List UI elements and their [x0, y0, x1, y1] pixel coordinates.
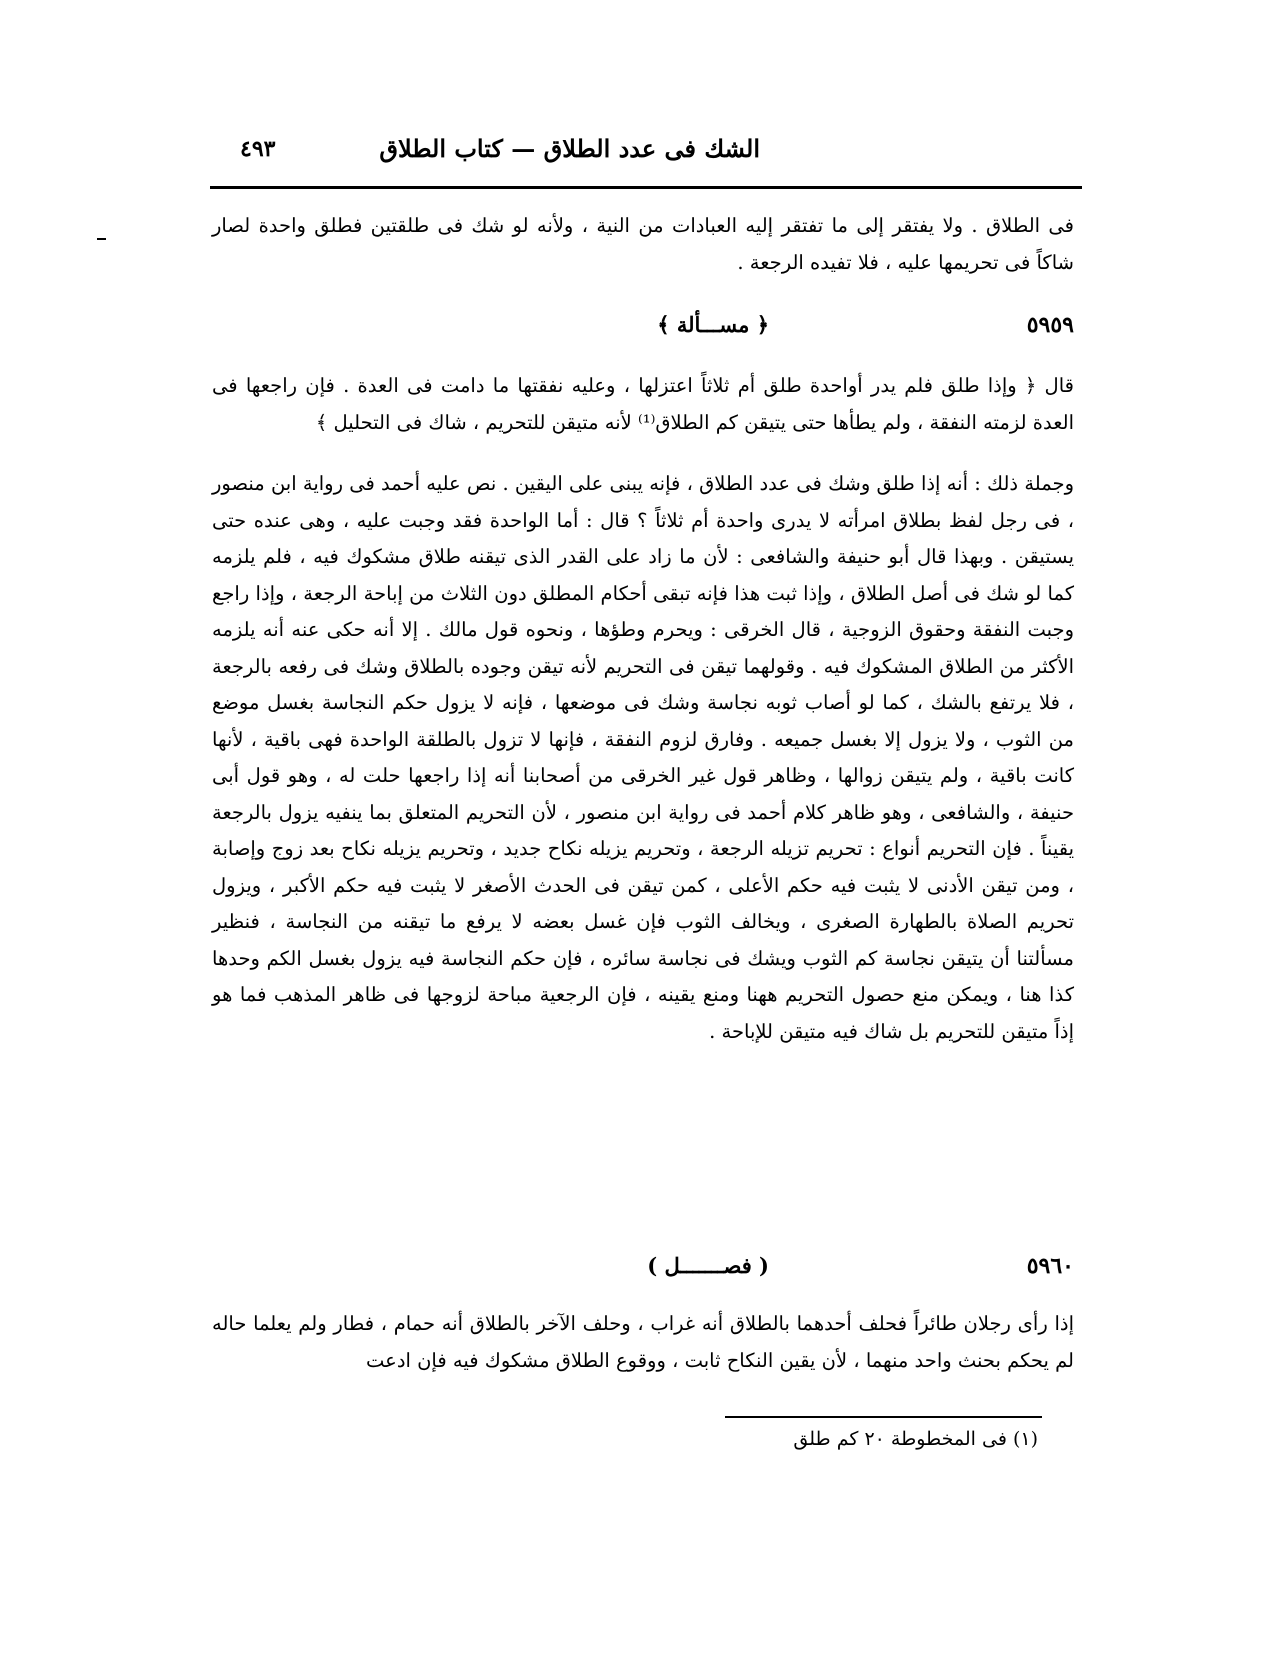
page-number: ٤٩٣ [240, 136, 276, 162]
running-title: الشك فى عدد الطلاق — كتاب الطلاق [379, 134, 760, 163]
issue-label: ﴿ مســـألة ﴾ [657, 312, 769, 337]
khiraqi-text: قال ﴿ وإذا طلق فلم يدر أواحدة طلق أم ثلاثاً اعتزلها ، وعليه نفقتها ما دامت فى العدة . فإن راجعها فى العدة لزمته النفقة ، ولم يطأها حتى يتيقن كم الطلاق⁽¹⁾ لأنه متيقن للتحريم ، شاك فى التحليل ﴾ [212, 374, 1074, 434]
section-paragraph: إذا رأى رجلان طائراً فحلف أحدهما بالطلاق أنه غراب ، وحلف الآخر بالطلاق أنه حمام ، فطار ولم يعلما حاله لم يحكم بحنث واحد منهما ، لأن يقين النكاح ثابت ، ووقوع الطلاق مشكوك فيه فإن ادعت [212, 1312, 1074, 1372]
commentary-paragraph: وجملة ذلك : أنه إذا طلق وشك فى عدد الطلاق ، فإنه يبنى على اليقين . نص عليه أحمد فى رواية ابن منصور ، فى رجل لفظ بطلاق امرأته لا يدرى واحدة أم ثلاثاً ؟ قال : أما الواحدة فقد وجبت عليه ، وهى عنده حتى يستيقن . وبهذا قال أبو حنيفة والشافعى : لأن ما زاد على القدر الذى تيقنه طلاق مشكوك فيه ، فلم يلزمه كما لو شك فى أصل الطلاق ، وإذا ثبت هذا فإنه تبقى أحكام المطلق دون الثلاث من إباحة الرجعة ، وإذا راجع وجبت النفقة وحقوق الزوجية ، قال الخرقى : ويحرم وطؤها ، ونحوه قول مالك . إلا أنه حكى عنه أنه يلزمه الأكثر من الطلاق المشكوك فيه . وقولهما تيقن فى التحريم لأنه تيقن وجوده بالطلاق وشك فى رفعه بالرجعة ، فلا يرتفع بالشك ، كما لو أصاب ثوبه نجاسة وشك فى موضعها ، فإنه لا يزول حكم النجاسة بغسل موضع من الثوب ، ولا يزول إلا بغسل جميعه . وفارق لزوم النفقة ، فإنها لا تزول بالطلقة الواحدة فهى باقية ، لأنها كانت باقية ، ولم يتيقن زوالها ، وظاهر قول غير الخرقى من أصحابنا أنه إذا راجعها حلت له ، وهو قول أبى حنيفة ، والشافعى ، وهو ظاهر كلام أحمد فى رواية ابن منصور ، لأن التحريم المتعلق بما ينفيه يزول بالرجعة يقيناً . فإن التحريم أنواع : تحريم تزيله الرجعة ، وتحريم يزيله نكاح جديد ، وتحريم يزيله نكاح بعد زوج وإصابة ، ومن تيقن الأدنى لا يثبت فيه حكم الأعلى ، كمن تيقن فى الحدث الأصغر لا يثبت فيه حكم الأكبر ، ويزول تحريم الصلاة بالطهارة الصغرى ، ويخالف الثوب فإن غسل بعضه لا يرفع ما تيقنه من النجاسة ، فنظير مسألتنا أن يتيقن نجاسة كم الثوب ويشك فى نجاسة سائره ، فإن حكم النجاسة فيه يزول بغسل الكم وحدها كذا هنا ، ويمكن منع حصول التحريم ههنا ومنع يقينه ، فإن الرجعية مباحة لزوجها فى ظاهر المذهب فما هو إذاً متيقن للتحريم بل شاك فيه متيقن للإباحة . [212, 472, 1074, 1043]
stray-mark [97, 238, 106, 240]
issue-heading [212, 312, 1074, 352]
section-label: ( فصـــــــل ) [647, 1253, 769, 1278]
section-heading [212, 1253, 1074, 1293]
header-rule [210, 186, 1082, 189]
running-header [210, 134, 1070, 174]
footnote-rule [725, 1416, 1042, 1418]
intro-paragraph: فى الطلاق . ولا يفتقر إلى ما تفتقر إليه العبادات من النية ، ولأنه لو شك فى طلقتين فطلق واحدة لصار شاكاً فى تحريمها عليه ، فلا تفيده الرجعة . [212, 214, 1074, 274]
footnote: (١) فى المخطوطة ٢٠ كم طلق [793, 1428, 1038, 1450]
issue-number: ٥٩٥٩ [1026, 312, 1074, 338]
section-number: ٥٩٦٠ [1026, 1253, 1074, 1279]
